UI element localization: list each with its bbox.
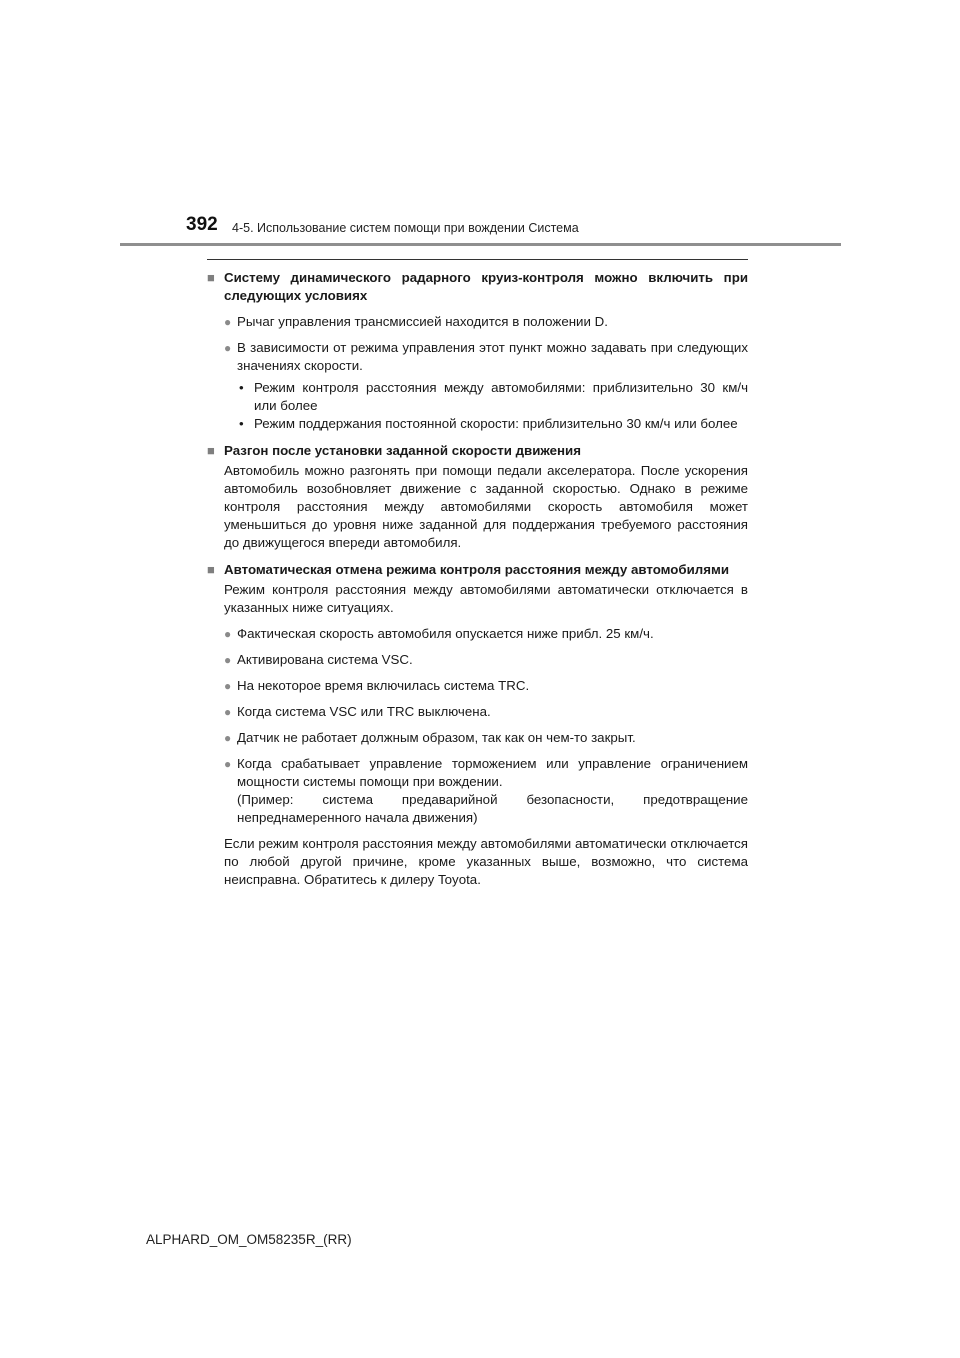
list-item [207, 651, 748, 669]
header-rule [120, 243, 841, 246]
list-item-text: Фактическая скорость автомобиля опускается ниже прибл. 25 км/ч. [237, 626, 654, 641]
sub-list-item-text: Режим поддержания постоянной скорости: приблизительно 30 км/ч или более [254, 416, 738, 431]
list-item-text: Активирована система VSC. [237, 652, 413, 667]
middle-dot-icon: • [239, 416, 244, 431]
middle-dot-icon: • [239, 380, 244, 395]
paragraph: Режим контроля расстояния между автомобилями автоматически отключается в указанных ниже ситуациях. [224, 582, 748, 615]
list-item-text: Рычаг управления трансмиссией находится в положении D. [237, 314, 608, 329]
list-item [207, 313, 748, 331]
list-item-main-text: Когда срабатывает управление торможением или управление ограничением мощности системы помощи при вождении. [237, 756, 748, 789]
list-item [207, 703, 748, 721]
paragraph: Автомобиль можно разгонять при помощи педали акселератора. После ускорения автомобиль возобновляет движение с заданной скоростью. Однако в режиме контроля расстояния между автомобилями скорость автомобиля может уменьшиться до уровня ниже заданной для поддержания требуемого расстояния до движущегося впереди автомобиля. [224, 463, 748, 550]
running-head: 4-5. Использование систем помощи при вождении Система [232, 221, 579, 235]
section-heading-text: Разгон после установки заданной скорости движения [224, 443, 581, 458]
list-item-text [237, 755, 748, 827]
list-item [207, 625, 748, 643]
page-number: 392 [186, 214, 218, 235]
round-bullet-icon: ● [224, 679, 232, 693]
sub-list-item [207, 415, 748, 433]
page-content [207, 269, 748, 889]
list-item [207, 677, 748, 695]
list-item-text: Датчик не работает должным образом, так как он чем-то закрыт. [237, 730, 636, 745]
section-heading [207, 442, 748, 460]
round-bullet-icon: ● [224, 627, 232, 641]
example-note-continuation: непреднамеренного начала движения) [237, 810, 478, 825]
round-bullet-icon: ● [224, 341, 232, 355]
square-bullet-icon: ■ [207, 270, 215, 285]
round-bullet-icon: ● [224, 757, 232, 771]
round-bullet-icon: ● [224, 731, 232, 745]
section-heading [207, 561, 748, 579]
list-item-text: Когда система VSC или TRC выключена. [237, 704, 491, 719]
list-item [207, 755, 748, 827]
round-bullet-icon: ● [224, 653, 232, 667]
section-heading-text: Автоматическая отмена режима контроля расстояния между автомобилями [224, 562, 730, 577]
document-code: ALPHARD_OM_OM58235R_(RR) [146, 1232, 352, 1247]
list-item-text: На некоторое время включилась система TRC. [237, 678, 530, 693]
square-bullet-icon: ■ [207, 562, 215, 577]
round-bullet-icon: ● [224, 315, 232, 329]
round-bullet-icon: ● [224, 705, 232, 719]
list-item [207, 339, 748, 375]
section-heading [207, 269, 748, 305]
closing-paragraph: Если режим контроля расстояния между автомобилями автоматически отключается по любой другой причине, кроме указанных выше, возможно, что система неисправна. Обратитесь к дилеру Toyota. [224, 836, 748, 887]
square-bullet-icon: ■ [207, 443, 215, 458]
sub-list-item-text: Режим контроля расстояния между автомобилями: приблизительно 30 км/ч или более [254, 380, 748, 413]
list-item-text: В зависимости от режима управления этот пункт можно задавать при следующих значениях скорости. [237, 340, 748, 373]
section-heading-text: Систему динамического радарного круиз-контроля можно включить при следующих условиях [224, 270, 748, 303]
sub-list-item [207, 379, 748, 415]
example-note: (Пример: система предаварийной безопасности, предотвращение [237, 792, 748, 807]
list-item [207, 729, 748, 747]
section-rule [207, 259, 748, 260]
